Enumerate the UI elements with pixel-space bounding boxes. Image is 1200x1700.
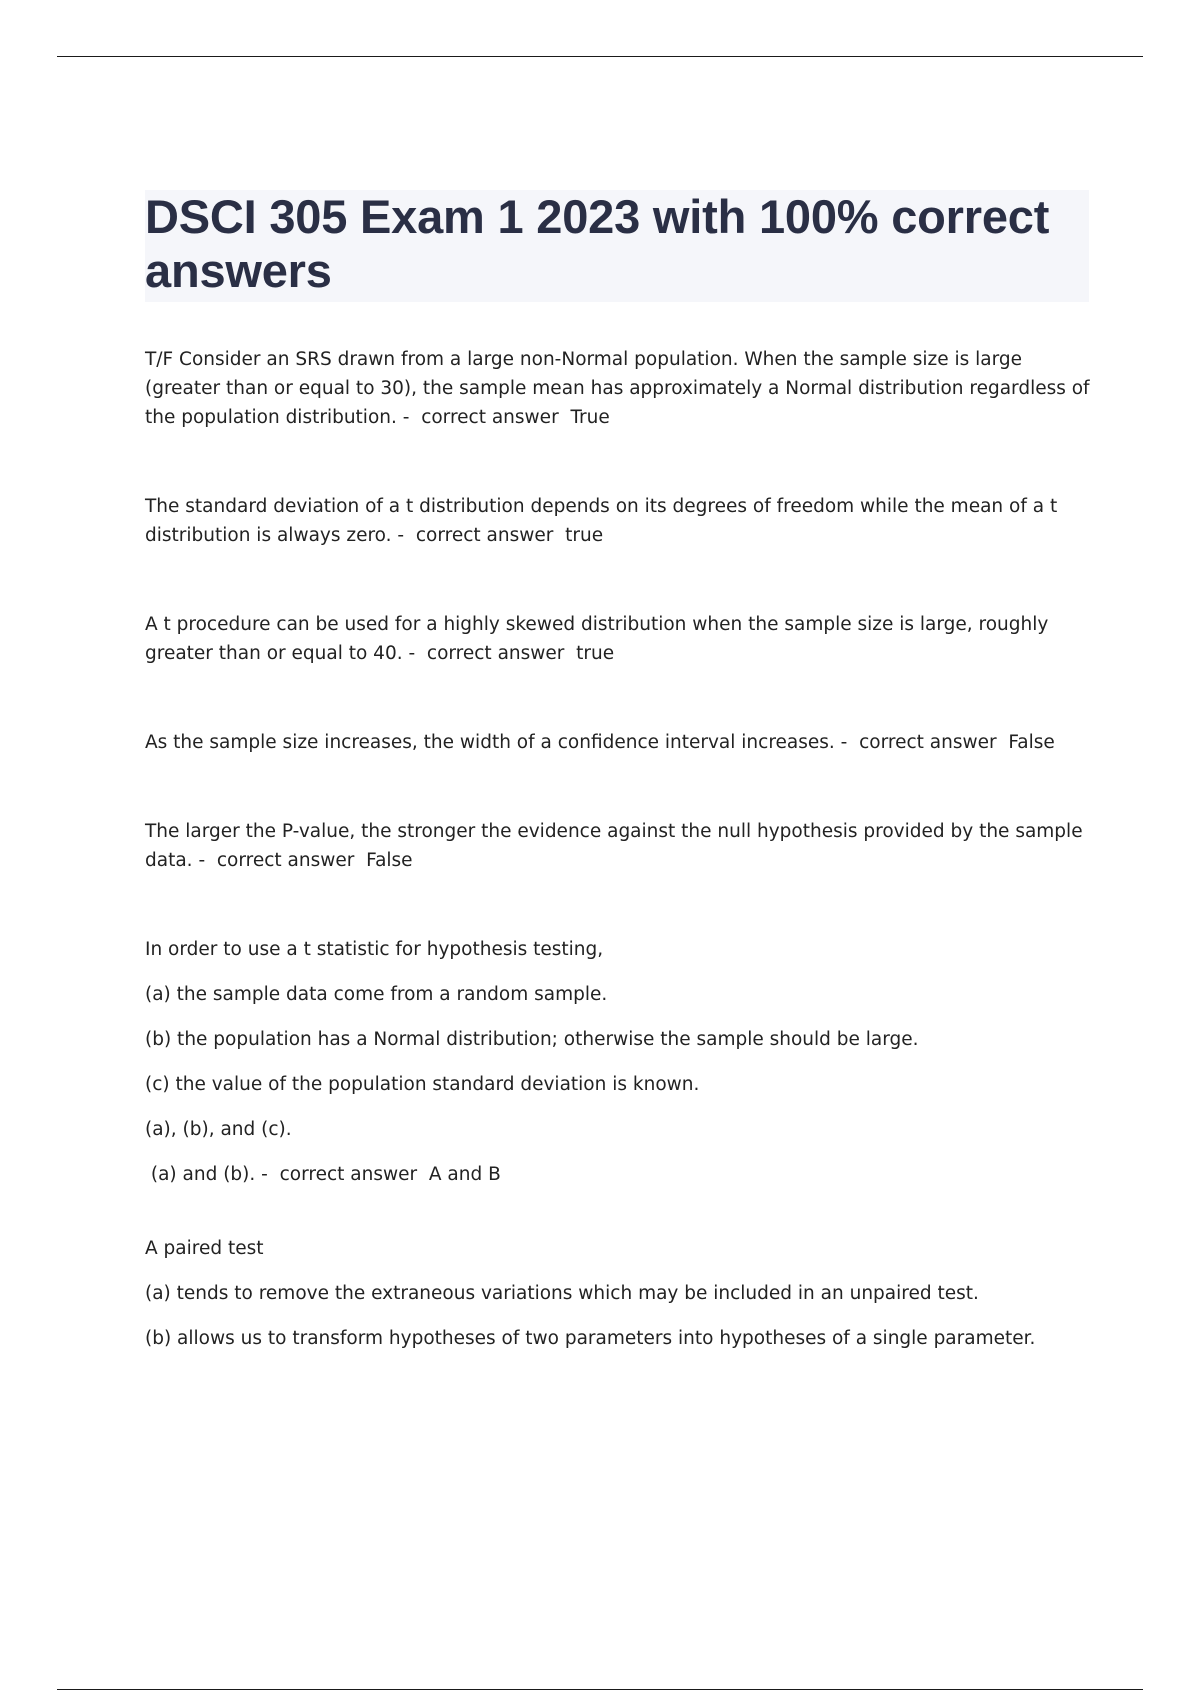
question-item [145,817,1095,875]
answer-text: True [570,407,610,428]
question-stem: In order to use a t statistic for hypothesis testing, [145,939,604,960]
question-text: The larger the P-value, the stronger the evidence against the null hypothesis provided by the sample data. - correct answer False [145,821,1083,871]
question-item [145,345,1095,432]
document-title: DSCI 305 Exam 1 2023 with 100% correct answers [145,190,1050,297]
answer-text: true [565,525,604,546]
answer-text: False [366,850,413,871]
question-text: A t procedure can be used for a highly skewed distribution when the sample size is large, roughly greater than or equal to 40. - correct answer true [145,614,1049,664]
header-rule [57,56,1143,57]
question-stem: A paired test [145,1238,264,1259]
question-text: As the sample size increases, the width of a confidence interval increases. - correct answer False [145,732,1055,753]
question-option: (a) and (b). - correct answer A and B [145,1164,501,1185]
question-text: The standard deviation of a t distribution depends on its degrees of freedom while the mean of a t distribution is always zero. - correct answer true [145,496,1058,546]
footer-rule [57,1689,1143,1690]
question-item [145,935,1095,1189]
question-item [145,492,1095,550]
question-option: (b) the population has a Normal distribution; otherwise the sample should be large. [145,1029,919,1050]
answer-text: true [576,643,615,664]
question-item [145,610,1095,668]
question-option: (a), (b), and (c). [145,1119,292,1140]
question-item [145,728,1095,757]
question-option: (a) the sample data come from a random sample. [145,984,608,1005]
question-option: (b) allows us to transform hypotheses of two parameters into hypotheses of a single parameter. [145,1328,1036,1349]
question-item [145,1234,1095,1353]
question-option: (a) tends to remove the extraneous variations which may be included in an unpaired test. [145,1283,979,1304]
title-banner [145,190,1089,302]
question-option: (c) the value of the population standard deviation is known. [145,1074,700,1095]
document-body [145,345,1095,1398]
answer-text: False [1008,732,1055,753]
question-text: T/F Consider an SRS drawn from a large non-Normal population. When the sample size is large (greater than or equal to 30), the sample mean has approximately a Normal distribution regardless of the population distribution. - correct answer True [145,349,1090,428]
answer-text: A and B [428,1164,501,1185]
